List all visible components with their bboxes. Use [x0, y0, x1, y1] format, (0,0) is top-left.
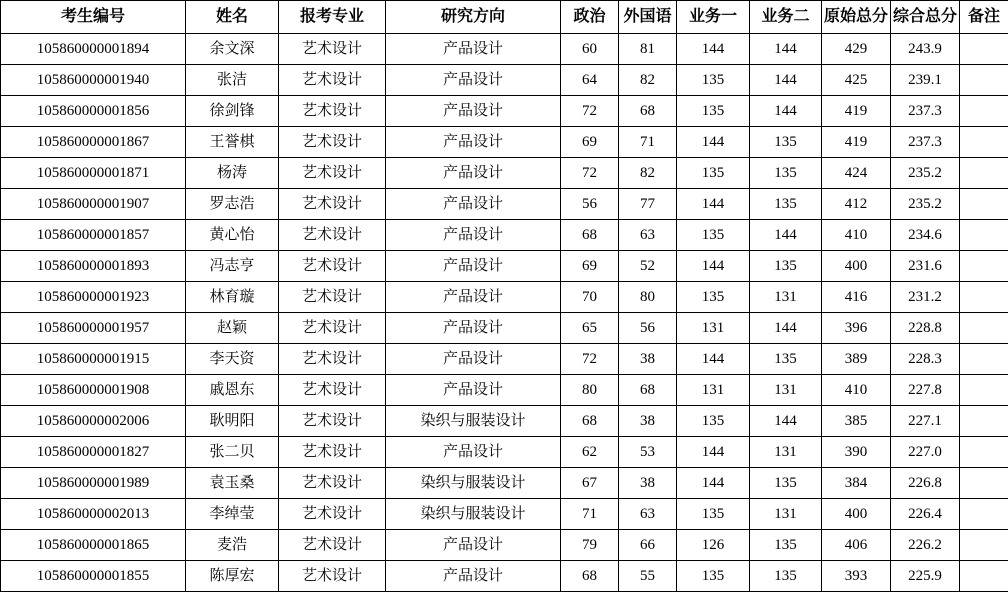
- cell-research-direction: 产品设计: [386, 34, 561, 65]
- cell-remark: [960, 65, 1008, 96]
- cell-major: 艺术设计: [279, 468, 386, 499]
- cell-raw-total: 385: [822, 406, 891, 437]
- cell-foreign-language: 63: [619, 220, 677, 251]
- cell-politics: 68: [561, 561, 619, 592]
- cell-major: 艺术设计: [279, 127, 386, 158]
- cell-research-direction: 产品设计: [386, 437, 561, 468]
- cell-foreign-language: 71: [619, 127, 677, 158]
- cell-composite-total: 227.1: [891, 406, 960, 437]
- cell-candidate-id: 105860000001940: [1, 65, 186, 96]
- cell-subject-one: 135: [677, 158, 750, 189]
- cell-foreign-language: 55: [619, 561, 677, 592]
- cell-composite-total: 226.2: [891, 530, 960, 561]
- cell-subject-two: 135: [750, 189, 822, 220]
- cell-raw-total: 400: [822, 251, 891, 282]
- cell-major: 艺术设计: [279, 34, 386, 65]
- cell-research-direction: 产品设计: [386, 158, 561, 189]
- cell-foreign-language: 82: [619, 158, 677, 189]
- cell-research-direction: 产品设计: [386, 313, 561, 344]
- cell-remark: [960, 344, 1008, 375]
- cell-politics: 69: [561, 251, 619, 282]
- table-row: [1, 127, 1008, 158]
- cell-subject-two: 131: [750, 282, 822, 313]
- cell-major: 艺术设计: [279, 251, 386, 282]
- cell-remark: [960, 96, 1008, 127]
- cell-subject-two: 135: [750, 530, 822, 561]
- cell-raw-total: 400: [822, 499, 891, 530]
- cell-subject-one: 144: [677, 437, 750, 468]
- cell-subject-two: 135: [750, 344, 822, 375]
- table-row: [1, 499, 1008, 530]
- cell-research-direction: 产品设计: [386, 251, 561, 282]
- table-row: [1, 530, 1008, 561]
- cell-subject-one: 135: [677, 282, 750, 313]
- cell-subject-one: 135: [677, 499, 750, 530]
- cell-research-direction: 产品设计: [386, 127, 561, 158]
- cell-raw-total: 389: [822, 344, 891, 375]
- column-header-remark: 备注: [960, 1, 1008, 34]
- cell-candidate-id: 105860000001871: [1, 158, 186, 189]
- cell-composite-total: 237.3: [891, 127, 960, 158]
- cell-subject-one: 135: [677, 406, 750, 437]
- cell-candidate-id: 105860000001989: [1, 468, 186, 499]
- cell-candidate-id: 105860000001855: [1, 561, 186, 592]
- cell-research-direction: 产品设计: [386, 65, 561, 96]
- cell-foreign-language: 52: [619, 251, 677, 282]
- cell-subject-one: 144: [677, 344, 750, 375]
- cell-candidate-id: 105860000001907: [1, 189, 186, 220]
- cell-raw-total: 396: [822, 313, 891, 344]
- cell-candidate-id: 105860000001894: [1, 34, 186, 65]
- cell-subject-two: 135: [750, 468, 822, 499]
- table-row: [1, 313, 1008, 344]
- cell-raw-total: 429: [822, 34, 891, 65]
- cell-remark: [960, 34, 1008, 65]
- cell-composite-total: 239.1: [891, 65, 960, 96]
- cell-major: 艺术设计: [279, 282, 386, 313]
- cell-raw-total: 416: [822, 282, 891, 313]
- table-row: [1, 158, 1008, 189]
- cell-major: 艺术设计: [279, 65, 386, 96]
- cell-research-direction: 产品设计: [386, 282, 561, 313]
- cell-foreign-language: 80: [619, 282, 677, 313]
- cell-composite-total: 225.9: [891, 561, 960, 592]
- cell-raw-total: 406: [822, 530, 891, 561]
- cell-composite-total: 227.8: [891, 375, 960, 406]
- column-header-subject-one: 业务一: [677, 1, 750, 34]
- column-header-major: 报考专业: [279, 1, 386, 34]
- cell-name: 李绰莹: [186, 499, 279, 530]
- cell-name: 冯志亨: [186, 251, 279, 282]
- cell-candidate-id: 105860000001908: [1, 375, 186, 406]
- cell-composite-total: 235.2: [891, 189, 960, 220]
- cell-composite-total: 235.2: [891, 158, 960, 189]
- cell-subject-one: 135: [677, 65, 750, 96]
- cell-remark: [960, 158, 1008, 189]
- column-header-composite-total: 综合总分: [891, 1, 960, 34]
- cell-subject-one: 131: [677, 375, 750, 406]
- cell-politics: 72: [561, 96, 619, 127]
- cell-name: 戚恩东: [186, 375, 279, 406]
- cell-composite-total: 243.9: [891, 34, 960, 65]
- cell-name: 徐剑锋: [186, 96, 279, 127]
- cell-subject-one: 144: [677, 251, 750, 282]
- cell-major: 艺术设计: [279, 375, 386, 406]
- table-row: [1, 468, 1008, 499]
- cell-research-direction: 染织与服装设计: [386, 406, 561, 437]
- cell-raw-total: 393: [822, 561, 891, 592]
- cell-subject-one: 131: [677, 313, 750, 344]
- cell-composite-total: 237.3: [891, 96, 960, 127]
- cell-politics: 64: [561, 65, 619, 96]
- cell-raw-total: 410: [822, 375, 891, 406]
- cell-candidate-id: 105860000001893: [1, 251, 186, 282]
- cell-foreign-language: 77: [619, 189, 677, 220]
- cell-remark: [960, 189, 1008, 220]
- column-header-subject-two: 业务二: [750, 1, 822, 34]
- cell-major: 艺术设计: [279, 499, 386, 530]
- cell-subject-one: 144: [677, 189, 750, 220]
- cell-name: 耿明阳: [186, 406, 279, 437]
- cell-candidate-id: 105860000001957: [1, 313, 186, 344]
- cell-remark: [960, 499, 1008, 530]
- cell-subject-one: 144: [677, 468, 750, 499]
- cell-composite-total: 226.8: [891, 468, 960, 499]
- cell-foreign-language: 53: [619, 437, 677, 468]
- cell-subject-one: 144: [677, 34, 750, 65]
- cell-research-direction: 染织与服装设计: [386, 499, 561, 530]
- cell-politics: 72: [561, 344, 619, 375]
- cell-name: 王誉棋: [186, 127, 279, 158]
- cell-foreign-language: 63: [619, 499, 677, 530]
- cell-remark: [960, 282, 1008, 313]
- cell-major: 艺术设计: [279, 96, 386, 127]
- cell-subject-two: 144: [750, 34, 822, 65]
- table-row: [1, 344, 1008, 375]
- cell-remark: [960, 468, 1008, 499]
- table-row: [1, 561, 1008, 592]
- cell-research-direction: 产品设计: [386, 220, 561, 251]
- cell-subject-two: 144: [750, 96, 822, 127]
- cell-remark: [960, 530, 1008, 561]
- cell-subject-two: 135: [750, 561, 822, 592]
- cell-major: 艺术设计: [279, 406, 386, 437]
- cell-subject-one: 135: [677, 220, 750, 251]
- cell-major: 艺术设计: [279, 344, 386, 375]
- cell-politics: 72: [561, 158, 619, 189]
- cell-name: 陈厚宏: [186, 561, 279, 592]
- cell-foreign-language: 66: [619, 530, 677, 561]
- table-row: [1, 375, 1008, 406]
- cell-composite-total: 234.6: [891, 220, 960, 251]
- cell-foreign-language: 38: [619, 344, 677, 375]
- cell-major: 艺术设计: [279, 158, 386, 189]
- cell-subject-two: 131: [750, 375, 822, 406]
- cell-foreign-language: 82: [619, 65, 677, 96]
- table-row: [1, 437, 1008, 468]
- table-body: [1, 34, 1008, 592]
- cell-candidate-id: 105860000001827: [1, 437, 186, 468]
- cell-major: 艺术设计: [279, 220, 386, 251]
- cell-foreign-language: 68: [619, 375, 677, 406]
- column-header-politics: 政治: [561, 1, 619, 34]
- cell-name: 袁玉桑: [186, 468, 279, 499]
- cell-remark: [960, 375, 1008, 406]
- cell-subject-one: 135: [677, 561, 750, 592]
- column-header-research-direction: 研究方向: [386, 1, 561, 34]
- cell-foreign-language: 38: [619, 406, 677, 437]
- cell-remark: [960, 437, 1008, 468]
- cell-remark: [960, 406, 1008, 437]
- cell-composite-total: 231.2: [891, 282, 960, 313]
- cell-subject-two: 135: [750, 251, 822, 282]
- cell-foreign-language: 56: [619, 313, 677, 344]
- cell-subject-two: 144: [750, 313, 822, 344]
- cell-candidate-id: 105860000001915: [1, 344, 186, 375]
- cell-politics: 62: [561, 437, 619, 468]
- cell-composite-total: 231.6: [891, 251, 960, 282]
- cell-composite-total: 227.0: [891, 437, 960, 468]
- cell-remark: [960, 561, 1008, 592]
- cell-politics: 79: [561, 530, 619, 561]
- cell-name: 赵颖: [186, 313, 279, 344]
- column-header-foreign-language: 外国语: [619, 1, 677, 34]
- cell-name: 林育璇: [186, 282, 279, 313]
- cell-name: 李天资: [186, 344, 279, 375]
- table-row: [1, 251, 1008, 282]
- table-row: [1, 96, 1008, 127]
- cell-raw-total: 412: [822, 189, 891, 220]
- cell-name: 张洁: [186, 65, 279, 96]
- table-row: [1, 406, 1008, 437]
- cell-name: 麦浩: [186, 530, 279, 561]
- cell-research-direction: 产品设计: [386, 96, 561, 127]
- cell-subject-one: 126: [677, 530, 750, 561]
- cell-candidate-id: 105860000001856: [1, 96, 186, 127]
- cell-politics: 69: [561, 127, 619, 158]
- cell-research-direction: 产品设计: [386, 189, 561, 220]
- cell-politics: 65: [561, 313, 619, 344]
- cell-candidate-id: 105860000001865: [1, 530, 186, 561]
- table-row: [1, 65, 1008, 96]
- cell-raw-total: 410: [822, 220, 891, 251]
- cell-subject-one: 135: [677, 96, 750, 127]
- cell-candidate-id: 105860000001867: [1, 127, 186, 158]
- cell-raw-total: 419: [822, 96, 891, 127]
- cell-name: 罗志浩: [186, 189, 279, 220]
- column-header-name: 姓名: [186, 1, 279, 34]
- cell-major: 艺术设计: [279, 313, 386, 344]
- cell-subject-two: 144: [750, 220, 822, 251]
- cell-politics: 70: [561, 282, 619, 313]
- cell-subject-two: 144: [750, 65, 822, 96]
- cell-research-direction: 染织与服装设计: [386, 468, 561, 499]
- cell-candidate-id: 105860000001923: [1, 282, 186, 313]
- column-header-candidate-id: 考生编号: [1, 1, 186, 34]
- cell-remark: [960, 251, 1008, 282]
- cell-foreign-language: 38: [619, 468, 677, 499]
- cell-foreign-language: 81: [619, 34, 677, 65]
- cell-raw-total: 419: [822, 127, 891, 158]
- cell-name: 张二贝: [186, 437, 279, 468]
- cell-politics: 68: [561, 406, 619, 437]
- cell-subject-two: 131: [750, 499, 822, 530]
- table-row: [1, 282, 1008, 313]
- cell-subject-two: 135: [750, 127, 822, 158]
- cell-name: 余文深: [186, 34, 279, 65]
- cell-subject-two: 135: [750, 158, 822, 189]
- cell-politics: 56: [561, 189, 619, 220]
- cell-name: 黄心怡: [186, 220, 279, 251]
- cell-candidate-id: 105860000001857: [1, 220, 186, 251]
- table-header-row: [1, 1, 1008, 34]
- cell-subject-two: 144: [750, 406, 822, 437]
- cell-research-direction: 产品设计: [386, 344, 561, 375]
- cell-politics: 71: [561, 499, 619, 530]
- cell-raw-total: 384: [822, 468, 891, 499]
- table-row: [1, 34, 1008, 65]
- cell-remark: [960, 313, 1008, 344]
- table-row: [1, 220, 1008, 251]
- cell-politics: 67: [561, 468, 619, 499]
- cell-raw-total: 425: [822, 65, 891, 96]
- cell-composite-total: 228.3: [891, 344, 960, 375]
- cell-raw-total: 424: [822, 158, 891, 189]
- cell-candidate-id: 105860000002006: [1, 406, 186, 437]
- cell-politics: 68: [561, 220, 619, 251]
- cell-research-direction: 产品设计: [386, 530, 561, 561]
- cell-major: 艺术设计: [279, 437, 386, 468]
- cell-research-direction: 产品设计: [386, 375, 561, 406]
- cell-politics: 80: [561, 375, 619, 406]
- column-header-raw-total: 原始总分: [822, 1, 891, 34]
- cell-politics: 60: [561, 34, 619, 65]
- cell-composite-total: 226.4: [891, 499, 960, 530]
- cell-candidate-id: 105860000002013: [1, 499, 186, 530]
- cell-remark: [960, 127, 1008, 158]
- cell-subject-one: 144: [677, 127, 750, 158]
- cell-major: 艺术设计: [279, 189, 386, 220]
- cell-major: 艺术设计: [279, 561, 386, 592]
- table-row: [1, 189, 1008, 220]
- cell-remark: [960, 220, 1008, 251]
- cell-composite-total: 228.8: [891, 313, 960, 344]
- cell-raw-total: 390: [822, 437, 891, 468]
- cell-name: 杨涛: [186, 158, 279, 189]
- cell-major: 艺术设计: [279, 530, 386, 561]
- cell-foreign-language: 68: [619, 96, 677, 127]
- cell-research-direction: 产品设计: [386, 561, 561, 592]
- cell-subject-two: 131: [750, 437, 822, 468]
